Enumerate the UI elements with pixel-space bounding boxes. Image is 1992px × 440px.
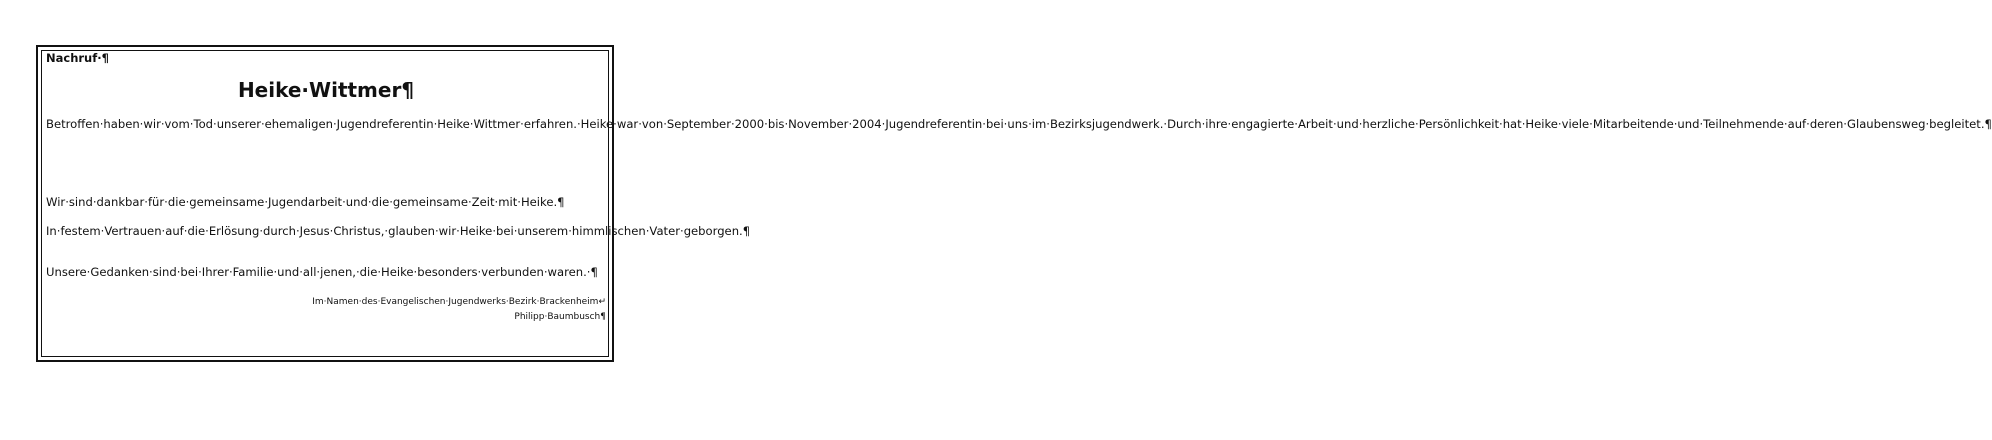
paragraph-4[interactable]: Unsere·Gedanken·sind·bei·Ihrer·Familie·und·all·jenen,·die·Heike·besonders·verbunden·waren.·¶ [46,265,598,279]
document-title[interactable]: Heike·Wittmer¶ [237,78,415,102]
paragraph-1[interactable]: Betroffen·haben·wir·vom·Tod·unserer·ehemaligen·Jugendreferentin·Heike·Wittmer·erfahren.·Heike·war·von·September·2000·bis·November·2004·Jugendreferentin·bei·uns·im·Bezirksjugendwerk.·Durch·ihre·engagierte·Arbeit·und·herzliche·Persönlichkeit·hat·Heike·viele·Mitarbeitende·und·Teilnehmende·auf·deren·Glaubensweg·begleitet.¶ [46,117,1992,131]
obituary-frame [36,45,1992,362]
document-heading[interactable]: Nachruf·¶ [46,51,109,65]
signature-organization[interactable]: Im·Namen·des·Evangelischen·Jugendwerks·Bezirk·Brackenheim↵ [312,297,606,307]
paragraph-2[interactable]: Wir·sind·dankbar·für·die·gemeinsame·Jugendarbeit·und·die·gemeinsame·Zeit·mit·Heike.¶ [46,195,565,209]
paragraph-3[interactable]: In·festem·Vertrauen·auf·die·Erlösung·durch·Jesus·Christus,·glauben·wir·Heike·bei·unserem·himmlischen·Vater·geborgen.¶ [46,224,751,238]
signature-name[interactable]: Philipp·Baumbusch¶ [514,312,606,322]
